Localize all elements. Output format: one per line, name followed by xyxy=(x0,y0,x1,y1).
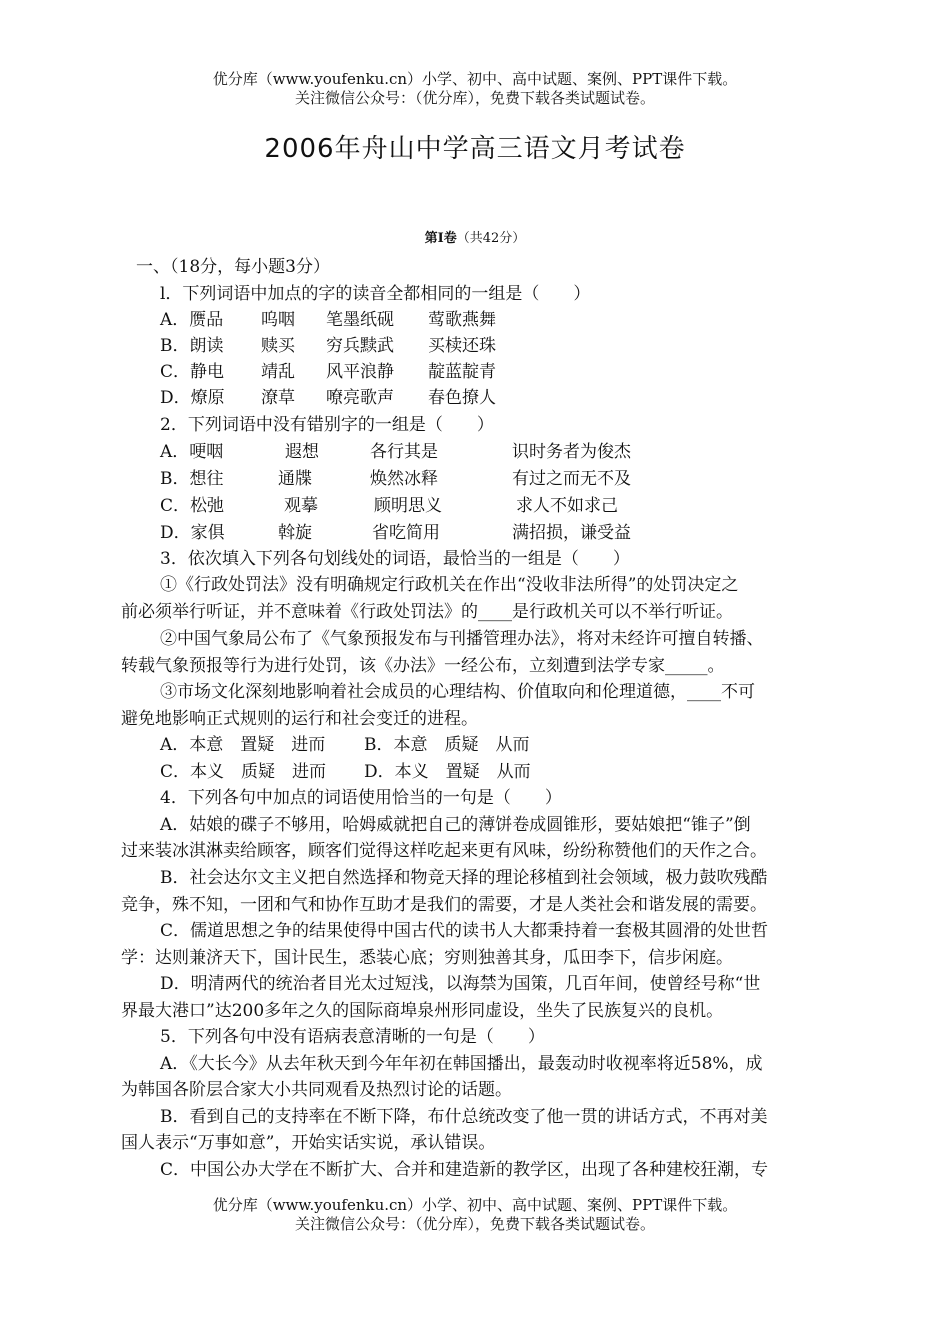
exam-title: 2006年舟山中学高三语文月考试卷 xyxy=(264,134,686,164)
q5-text-line: A．《大长今》从去年秋天到今年年初在韩国播出，最轰动时收视率将近58%，成 xyxy=(160,1054,763,1074)
question-3-stem: 3．依次填入下列各句划线处的词语，最恰当的一组是（ ） xyxy=(160,549,630,569)
question-1-stem: l．下列词语中加点的字的读音全都相同的一组是（ ） xyxy=(160,284,591,304)
q4-text-line: C．儒道思想之争的结果使得中国古代的读书人大都秉持着一套极其圆滑的处世哲 xyxy=(160,921,769,941)
page-header xyxy=(0,70,950,108)
part-score: （共42分） xyxy=(456,231,526,246)
header-line-2: 关注微信公众号：（优分库），免费下载各类试题试卷。 xyxy=(294,89,655,107)
q3-text-line: 转载气象预报等行为进行处罚，该《办法》一经公布，立刻遭到法学专家_____。 xyxy=(121,656,725,676)
part-label: 第Ⅰ卷 xyxy=(424,231,457,246)
question-5-stem: 5．下列各句中没有语病表意清晰的一句是（ ） xyxy=(160,1027,545,1047)
q4-text-line: A．姑娘的碟子不够用，哈姆威就把自己的薄饼卷成圆锥形，要姑娘把“锥子”倒 xyxy=(160,815,751,835)
q4-text-line: D．明清两代的统治者目光太过短浅，以海禁为国策，几百年间，使曾经号称“世 xyxy=(160,974,761,994)
q4-text-line: B．社会达尔文主义把自然选择和物竞天择的理论移植到社会领域，极力鼓吹残酷 xyxy=(160,868,768,888)
footer-line-1: 优分库（www.youfenku.cn）小学、初中、高中试题、案例、PPT课件下载。 xyxy=(212,1196,738,1214)
q3-text-line: 避免地影响正式规则的运行和社会变迁的进程。 xyxy=(121,709,478,729)
q3-text-line: 前必须举行听证，并不意味着《行政处罚法》的____是行政机关可以不举行听证。 xyxy=(121,602,733,622)
question-2-stem: 2．下列词语中没有错别字的一组是（ ） xyxy=(160,415,494,435)
q5-text-line: B．看到自己的支持率在不断下降，布什总统改变了他一贯的讲话方式，不再对美 xyxy=(160,1107,768,1127)
q5-text-line: 为韩国各阶层合家大小共同观看及热烈讨论的话题。 xyxy=(121,1080,512,1100)
footer-line-2: 关注微信公众号：（优分库），免费下载各类试题试卷。 xyxy=(294,1215,655,1233)
q3-text-line: ③市场文化深刻地影响着社会成员的心理结构、价值取向和伦理道德，____不可 xyxy=(160,682,755,702)
page-footer xyxy=(0,1196,950,1234)
q3-text-line: ①《行政处罚法》没有明确规定行政机关在作出“没收非法所得”的处罚决定之 xyxy=(160,575,739,595)
header-line-1: 优分库（www.youfenku.cn）小学、初中、高中试题、案例、PPT课件下载。 xyxy=(212,70,738,88)
q3-text-line: ②中国气象局公布了《气象预报发布与刊播管理办法》，将对未经许可擅自转播、 xyxy=(160,629,764,649)
q4-text-line: 界最大港口”达200多年之久的国际商埠泉州形同虚设，坐失了民族复兴的良机。 xyxy=(121,1001,724,1021)
q5-text-line: C．中国公办大学在不断扩大、合并和建造新的教学区，出现了各种建校狂潮，专 xyxy=(160,1160,769,1180)
q4-text-line: 学：达则兼济天下，国计民生，悉装心底；穷则独善其身，瓜田李下，信步闲庭。 xyxy=(121,948,733,968)
q5-text-line: 国人表示“万事如意”，开始实话实说，承认错误。 xyxy=(121,1133,496,1153)
section-heading: 一、（18分，每小题3分） xyxy=(136,257,330,277)
q4-text-line: 过来装冰淇淋卖给顾客，顾客们觉得这样吃起来更有风味，纷纷称赞他们的天作之合。 xyxy=(121,841,767,861)
part-heading xyxy=(0,226,950,252)
question-4-stem: 4．下列各句中加点的词语使用恰当的一句是（ ） xyxy=(160,788,562,808)
q4-text-line: 竞争，殊不知，一团和气和协作互助才是我们的需要，才是人类社会和谐发展的需要。 xyxy=(121,895,767,915)
